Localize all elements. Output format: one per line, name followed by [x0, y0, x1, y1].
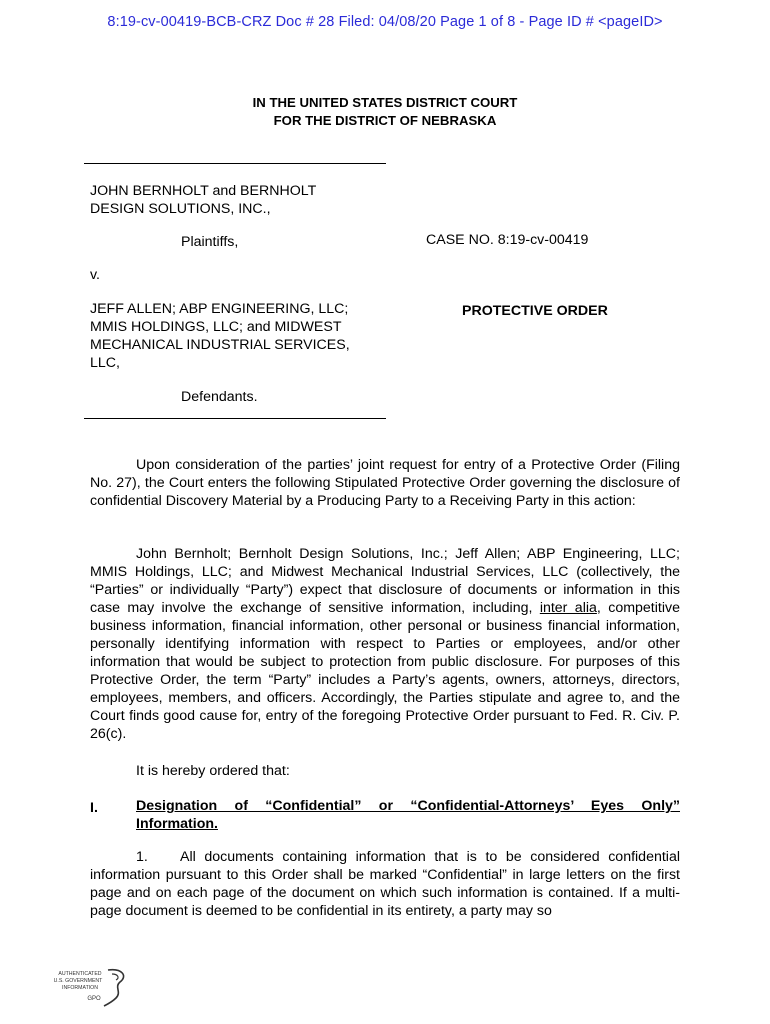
paragraph-item-1 — [90, 848, 680, 920]
logo-line2: U.S. GOVERNMENT — [53, 978, 103, 984]
eagle-emblem-icon — [104, 970, 124, 1006]
defendant-names-line1: JEFF ALLEN; ABP ENGINEERING, LLC; — [90, 301, 349, 317]
order-title: PROTECTIVE ORDER — [462, 303, 608, 319]
logo-line1: AUTHENTICATED — [58, 971, 102, 977]
plaintiffs-label: Plaintiffs, — [181, 234, 239, 250]
defendant-names-line3: MECHANICAL INDUSTRIAL SERVICES, — [90, 337, 350, 353]
defendants-label: Defendants. — [181, 389, 258, 405]
versus-label: v. — [90, 267, 100, 283]
defendant-names-line4: LLC, — [90, 355, 120, 371]
gpo-authentication-logo — [42, 966, 134, 1010]
case-number: CASE NO. 8:19-cv-00419 — [426, 232, 589, 248]
plaintiff-names-line1: JOHN BERNHOLT and BERNHOLT — [90, 183, 317, 199]
paragraph-preamble: Upon consideration of the parties’ joint request for entry of a Protective Order (Filing No. 27), the Court enters the following Stipulated Protective Order governing the disclosure of confidential Discovery Material by a Producing Party to a Receiving Party in this action: — [90, 457, 680, 509]
paragraph-ordered: It is hereby ordered that: — [136, 763, 290, 779]
defendant-names — [90, 300, 350, 372]
defendant-names-line2: MMIS HOLDINGS, LLC; and MIDWEST — [90, 319, 342, 335]
section-number: I. — [90, 800, 98, 816]
court-heading-line2: FOR THE DISTRICT OF NEBRASKA — [273, 113, 497, 128]
paragraph-parties-text-b: , competitive business information, financial information, other personal or business financial information, personally identifying information with respect to Parties or employees, and/or other information that would be subject to protection from public disclosure. For purposes of this Protective Order, the term “Party” includes a Party’s agents, owners, attorneys, directors, employees, members, and officers. Accordingly, the Parties stipulate and agree to, and the Court finds good cause for, entry of the foregoing Protective Order pursuant to Fed. R. Civ. P. 26(c). — [90, 600, 680, 742]
eagle-head-icon — [112, 974, 118, 980]
paragraph-parties-text-a: John Bernholt; Bernholt Design Solutions, Inc.; Jeff Allen; ABP Engineering, LLC; MMIS Holdings, LLC; and Midwest Mechanical Industrial Services, LLC (collectively, the “Parties” or individually “Party”) expect that disclosure of documents or information in this case may involve the exchange of sensitive information, including, — [90, 546, 680, 616]
page-header-stamp: 8:19-cv-00419-BCB-CRZ Doc # 28 Filed: 04/08/20 Page 1 of 8 - Page ID # <pageID> — [107, 14, 663, 30]
item-1-number: 1. — [136, 849, 148, 865]
plaintiff-names-line2: DESIGN SOLUTIONS, INC., — [90, 201, 271, 217]
item-1-text: All documents containing information that is to be considered confidential information pursuant to this Order shall be marked “Confidential” in large letters on the first page and on each page of the document on which such information is contained. If a multi-page document is deemed to be confidential in its entirety, a party may so — [90, 849, 680, 919]
logo-line3: INFORMATION — [62, 985, 98, 991]
caption-bottom-rule — [84, 418, 386, 419]
paragraph-parties-emphasis: inter alia — [539, 600, 597, 616]
section-title: Designation of “Confidential” or “Confidential-Attorneys’ Eyes Only” Information. — [136, 798, 680, 832]
plaintiff-names — [90, 182, 316, 218]
logo-line4: GPO — [87, 996, 101, 1002]
paragraph-parties — [90, 545, 680, 743]
court-heading — [0, 94, 770, 130]
court-heading-line1: IN THE UNITED STATES DISTRICT COURT — [252, 95, 518, 110]
caption-top-rule — [84, 163, 386, 164]
